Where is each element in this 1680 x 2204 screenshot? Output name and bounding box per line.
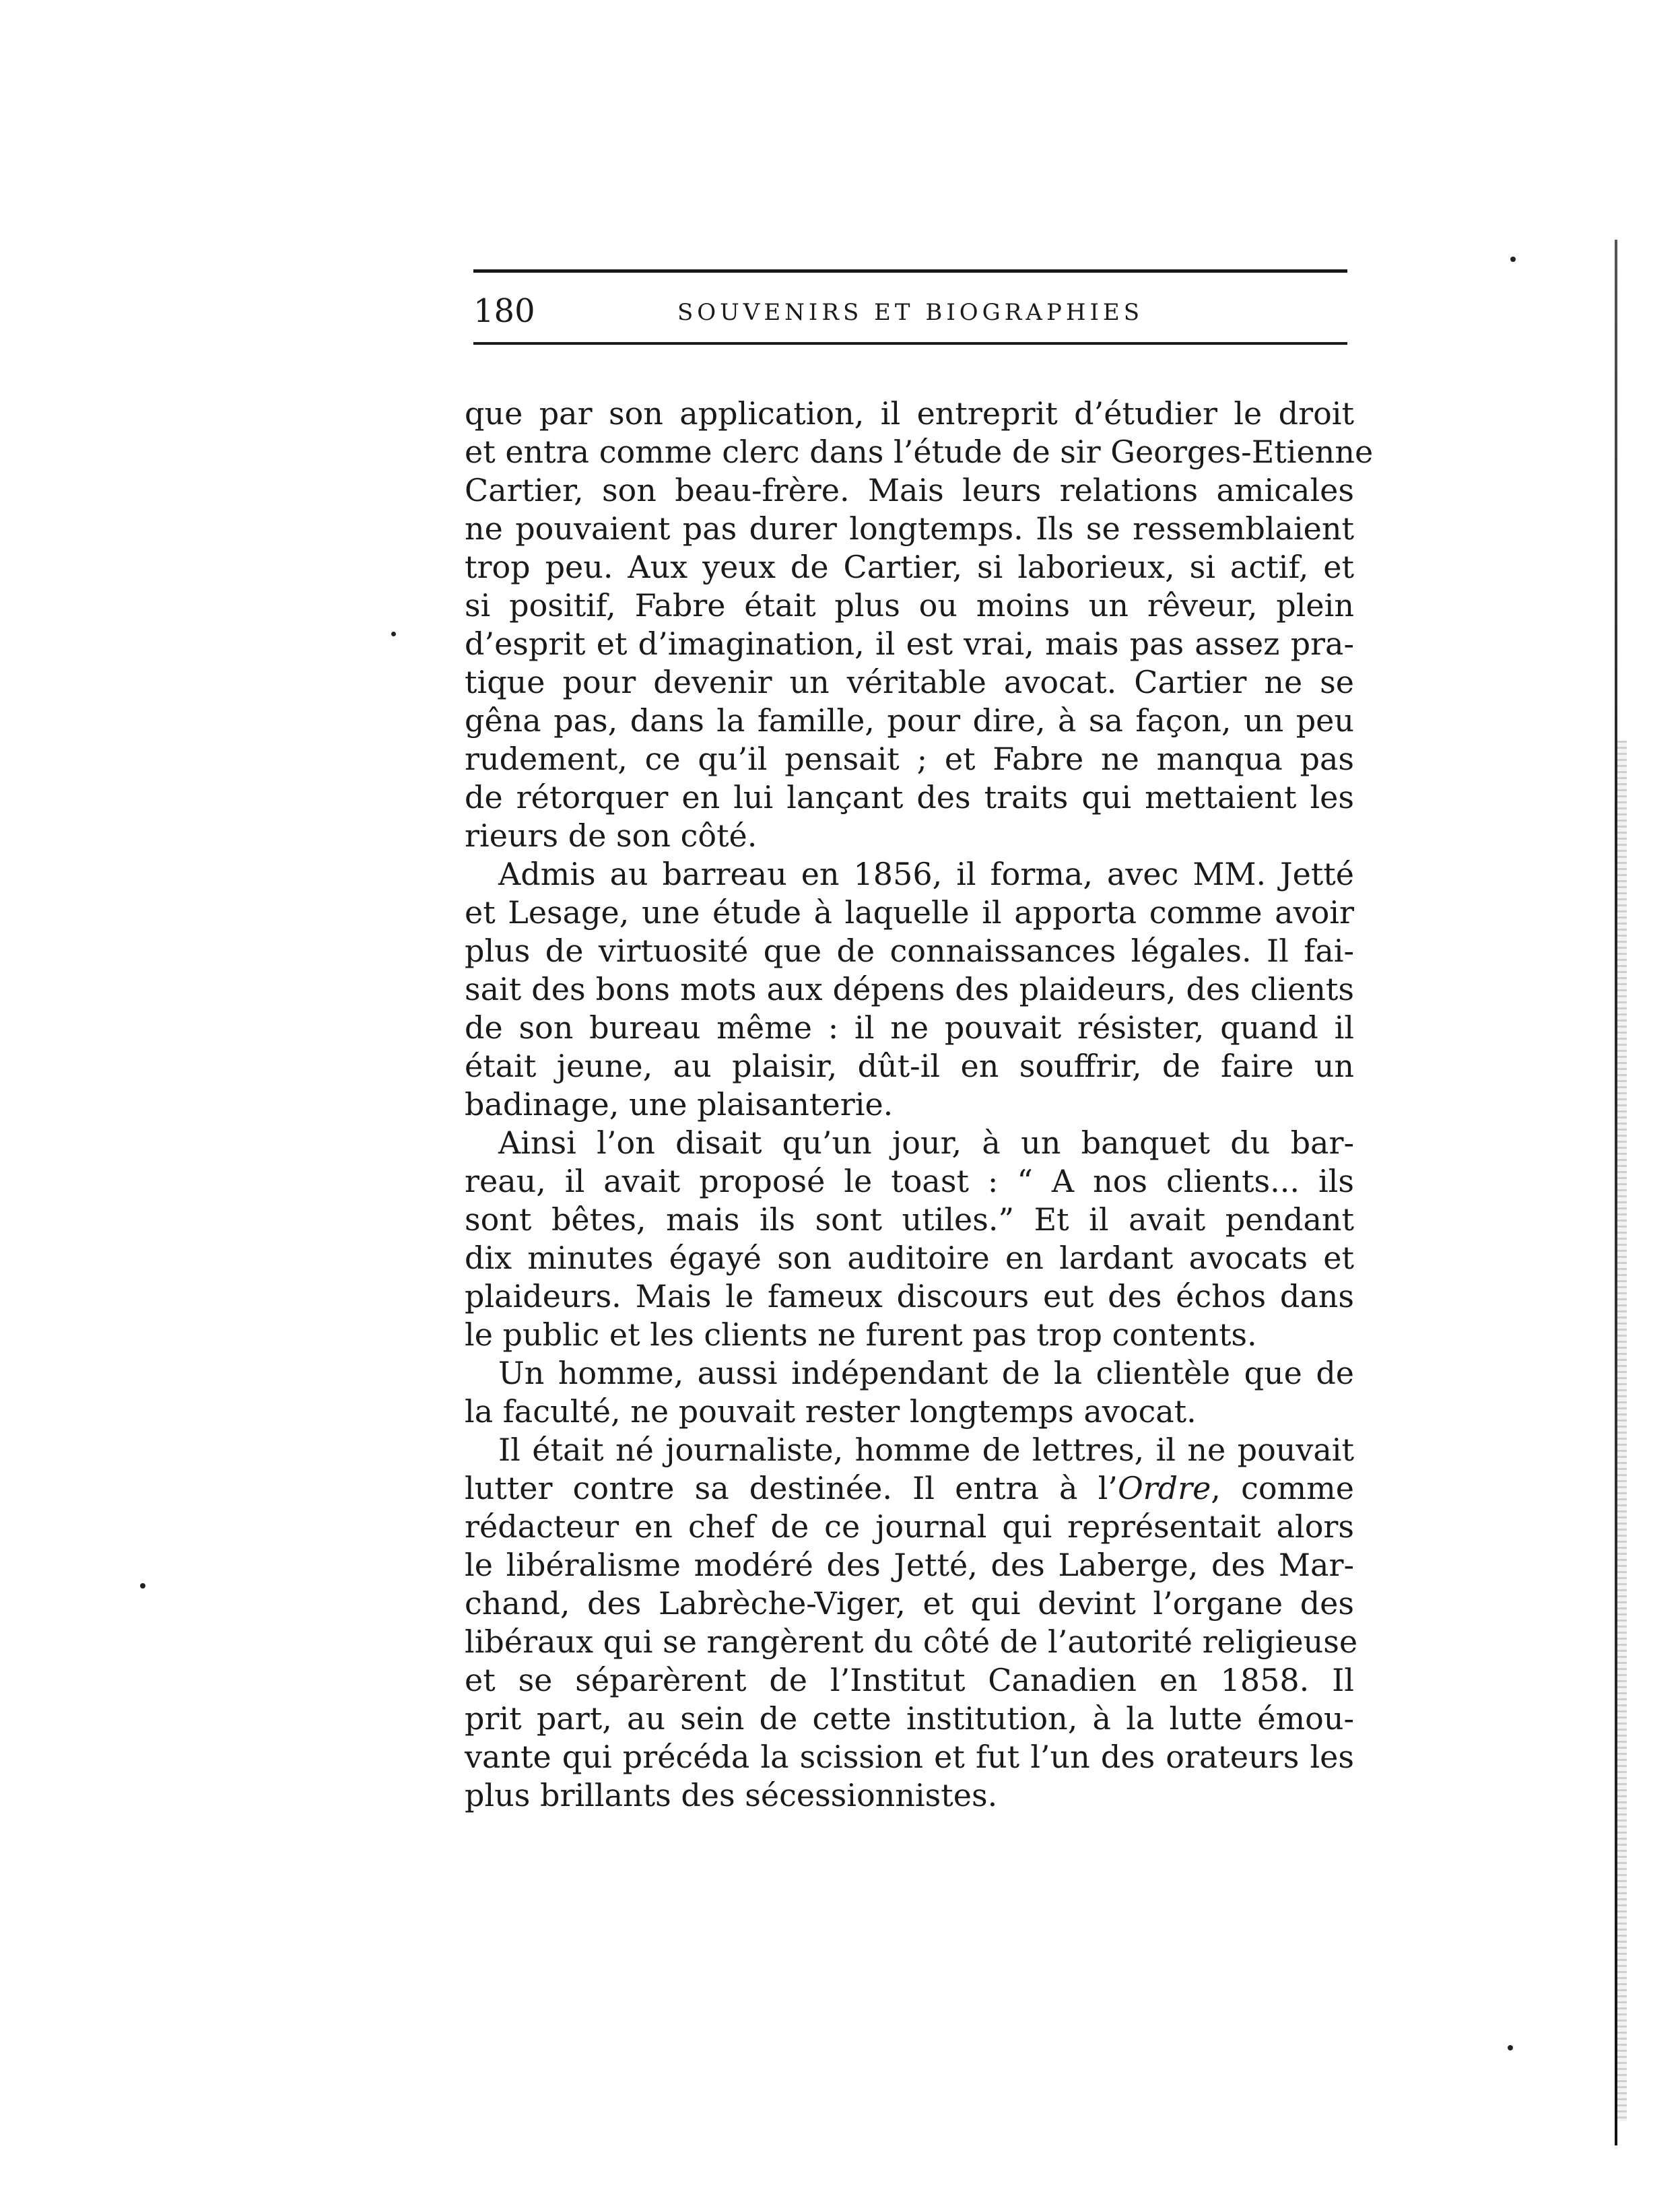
- paragraph: [465, 395, 1374, 855]
- text-line: sait des bons mots aux dépens des plaideurs, des clients: [465, 971, 1354, 1007]
- text-line: Admis au barreau en 1856, il forma, avec MM. Jetté: [498, 856, 1354, 892]
- page-number: 180: [473, 292, 535, 330]
- text-line: si positif, Fabre était plus ou moins un rêveur, plein: [465, 587, 1354, 624]
- text-line: plaideurs. Mais le fameux discours eut des échos dans: [465, 1278, 1354, 1314]
- speck-mark: [391, 632, 396, 636]
- paragraph: [465, 1431, 1358, 1815]
- text-line: lutter contre sa destinée. Il entra à l’Ordre, comme: [465, 1470, 1354, 1506]
- speck-mark: [1510, 257, 1516, 262]
- text-line: reau, il avait proposé le toast : “ A nos clients... ils: [465, 1163, 1354, 1199]
- page-edge-shadow: [1617, 741, 1627, 2121]
- paragraph: [465, 855, 1354, 1124]
- text-line: sont bêtes, mais ils sont utiles.” Et il avait pendant: [465, 1201, 1354, 1238]
- text-line: ne pouvaient pas durer longtemps. Ils se ressemblaient: [465, 510, 1354, 547]
- text-line: et Lesage, une étude à laquelle il apporta comme avoir: [465, 894, 1354, 931]
- text-line: d’esprit et d’imagination, il est vrai, mais pas assez pra-: [465, 626, 1354, 662]
- text-line: plus de virtuosité que de connaissances légales. Il fai-: [465, 933, 1354, 969]
- header-rule-top: [473, 269, 1347, 273]
- text-line: gêna pas, dans la famille, pour dire, à sa façon, un peu: [465, 702, 1354, 739]
- header-rule-bottom: [473, 342, 1347, 345]
- text-line: et se séparèrent de l’Institut Canadien en 1858. Il: [465, 1662, 1354, 1698]
- text-line: la faculté, ne pouvait rester longtemps avocat.: [465, 1393, 1197, 1430]
- text-line: de rétorquer en lui lançant des traits qui mettaient les: [465, 779, 1354, 815]
- paragraph: [465, 1124, 1354, 1354]
- text-line: Il était né journaliste, homme de lettres, il ne pouvait: [498, 1432, 1354, 1468]
- text-line: Un homme, aussi indépendant de la clientèle que de: [498, 1355, 1354, 1391]
- text-line: rieurs de son côté.: [465, 817, 758, 854]
- text-line: rudement, ce qu’il pensait ; et Fabre ne manqua pas: [465, 741, 1354, 777]
- text-line: rédacteur en chef de ce journal qui représentait alors: [465, 1508, 1354, 1545]
- text-line: de son bureau même : il ne pouvait résister, quand il: [465, 1009, 1354, 1046]
- text-line: tique pour devenir un véritable avocat. Cartier ne se: [465, 664, 1354, 700]
- text-line: dix minutes égayé son auditoire en lardant avocats et: [465, 1240, 1354, 1276]
- speck-mark: [140, 1583, 145, 1589]
- running-title: SOUVENIRS ET BIOGRAPHIES: [677, 299, 1144, 326]
- text-line: Cartier, son beau-frère. Mais leurs relations amicales: [465, 472, 1354, 508]
- text-line: Ainsi l’on disait qu’un jour, à un banquet du bar-: [498, 1125, 1354, 1161]
- running-head: [473, 291, 1347, 331]
- speck-mark: [1508, 2045, 1513, 2050]
- text-line: était jeune, au plaisir, dût-il en souffrir, de faire un: [465, 1048, 1354, 1084]
- text-line: le libéralisme modéré des Jetté, des Laberge, des Mar-: [465, 1547, 1354, 1583]
- text-line: et entra comme clerc dans l’étude de sir Georges-Etienne: [465, 434, 1374, 470]
- paragraph: [465, 1354, 1354, 1431]
- text-line: libéraux qui se rangèrent du côté de l’autorité religieuse: [465, 1624, 1358, 1660]
- text-line: plus brillants des sécessionnistes.: [465, 1777, 998, 1813]
- text-line: prit part, au sein de cette institution, à la lutte émou-: [465, 1700, 1354, 1737]
- body-text: [465, 395, 1374, 1815]
- text-line: vante qui précéda la scission et fut l’un des orateurs les: [465, 1739, 1354, 1775]
- text-line: trop peu. Aux yeux de Cartier, si laborieux, si actif, et: [465, 549, 1354, 585]
- text-line: que par son application, il entreprit d’étudier le droit: [465, 395, 1354, 432]
- text-line: badinage, une plaisanterie.: [465, 1086, 894, 1123]
- text-line: le public et les clients ne furent pas trop contents.: [465, 1316, 1257, 1353]
- text-line: chand, des Labrèche-Viger, et qui devint l’organe des: [465, 1585, 1354, 1622]
